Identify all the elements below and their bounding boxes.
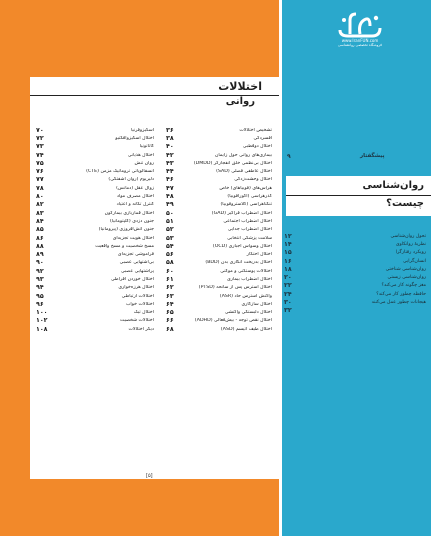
toc-entry: [166, 242, 272, 250]
toc-entry-page: ۶۰: [166, 267, 174, 275]
toc-entry-title: واکنش استرس حاد (ASR): [219, 293, 272, 299]
toc-entry: [36, 300, 154, 308]
section-toc: [284, 232, 426, 315]
toc-entry-page: ۸۶: [36, 234, 44, 242]
toc-entry-page: ۱۲: [284, 232, 292, 240]
toc-entry-title: تنگناهراسی (کلاستروفوبیا): [220, 202, 272, 208]
toc-entry-page: ۵۶: [166, 251, 174, 259]
toc-entry-page: ۸۹: [36, 251, 44, 259]
publisher-logo: [325, 10, 395, 56]
toc-entry-title: دلیریوم (روان آشفتگی): [108, 177, 154, 183]
toc-entry-title: اختلالات ارتباطی: [121, 293, 154, 299]
toc-entry-page: ۷۶: [36, 168, 44, 176]
toc-entry-title: اختلال طیف اتیسم (ASD): [220, 326, 272, 332]
toc-entry-page: ۷۵: [36, 159, 44, 167]
logo-url: www.IranFUN.com: [341, 38, 379, 43]
toc-entry-title: سلامت پزشکی انتخابی: [227, 235, 272, 241]
toc-entry-page: ۶۳: [166, 292, 174, 300]
toc-entry-page: ۳۸: [166, 134, 174, 142]
toc-entry-title: اختلال اضطراب بیماری: [226, 276, 272, 282]
toc-entry-title: هیجانات چطور عمل می‌کنند: [371, 300, 426, 306]
toc-entry: [36, 275, 154, 283]
toc-entry: [36, 184, 154, 192]
toc-entry: [166, 250, 272, 258]
toc-entry: [36, 325, 154, 333]
toc-entry-page: ۸۴: [36, 217, 44, 225]
toc-entry: [166, 226, 272, 234]
toc-entry-page: ۶۵: [166, 309, 174, 317]
toc-entry: [284, 265, 426, 273]
toc-entry-page: ۵۱: [166, 217, 174, 225]
toc-entry-page: ۹۰: [36, 259, 44, 267]
toc-entry-title: اختلال وحشت‌زدگی: [234, 177, 272, 183]
toc-entry-title: جنون آتش‌افروزی (پیرومانیا): [98, 227, 154, 233]
toc-entry-page: ۴۷: [166, 184, 174, 192]
toc-entry: [166, 176, 272, 184]
toc-entry-title: اختلال مصرف مواد: [116, 194, 154, 200]
toc-entry-page: ۶۱: [166, 275, 174, 283]
toc-entry-title: اختلالات خواب: [125, 301, 154, 307]
toc-entry-title: روان‌شناسی زیستی: [387, 275, 426, 281]
toc-entry-title: اسکیزوفرنیا: [130, 127, 154, 133]
toc-entry-title: اختلال احتکار: [246, 252, 272, 258]
toc-entry-page: ۶۶: [166, 317, 174, 325]
toc-entry: [166, 201, 272, 209]
toc-entry: [284, 249, 426, 257]
toc-entry-title: اختلال سازگاری: [241, 301, 272, 307]
toc-entry: [36, 292, 154, 300]
toc-left-column: [36, 126, 154, 333]
toc-entry: [284, 273, 426, 281]
toc-entry: [36, 167, 154, 175]
toc-entry-title: افسردگی: [253, 135, 272, 141]
toc-entry: [166, 309, 272, 317]
toc-entry: [166, 134, 272, 142]
toc-entry: [36, 284, 154, 292]
toc-entry-page: ۴۲: [166, 151, 174, 159]
toc-entry-title: اختلال اضطراب جدایی: [227, 227, 272, 233]
toc-entry-title: تحول روان‌شناسی: [390, 233, 426, 239]
toc-entry-page: ۸۵: [36, 226, 44, 234]
toc-entry: [166, 192, 272, 200]
toc-entry: [36, 250, 154, 258]
section-page-number: ۹: [287, 153, 291, 160]
toc-entry-page: ۴۰: [166, 143, 174, 151]
toc-entry-page: ۳۲: [284, 307, 292, 315]
toc-entry: [36, 134, 154, 142]
toc-entry: [36, 192, 154, 200]
toc-entry: [36, 209, 154, 217]
toc-entry-page: ۵۰: [166, 209, 174, 217]
toc-entry-page: ۴۹: [166, 201, 174, 209]
toc-entry-title: اختلال دوقطبی: [242, 144, 272, 150]
toc-entry-page: ۶۸: [166, 325, 174, 333]
toc-entry: [166, 159, 272, 167]
toc-entry-title: اختلال نقص توجه - بیش‌فعالی (ADHD): [194, 318, 272, 324]
toc-entry-title: بیماری‌های روانی حول زایمان: [214, 152, 272, 158]
toc-entry-page: ۷۷: [36, 176, 44, 184]
toc-entry-title: اختلال بی‌نظمی خلق انفجارگر (DMDD): [193, 160, 272, 166]
toc-entry: [166, 300, 272, 308]
toc-entry-page: ۵۳: [166, 234, 174, 242]
toc-entry-title: تشخیص اختلالات: [239, 127, 272, 133]
toc-entry-title: اختلال خوردن افراطی: [111, 276, 154, 282]
toc-entry-title: انسان‌گرایی: [403, 258, 426, 264]
toc-entry-page: ۱۴: [284, 240, 292, 248]
toc-entry-page: ۷۲: [36, 134, 44, 142]
section-subtitle: چیست؟: [386, 198, 424, 209]
toc-entry-page: ۱۶: [284, 257, 292, 265]
toc-entry-title: اختلال استرس پس از سانحه (PTSD): [198, 285, 272, 291]
toc-entry: [166, 259, 272, 267]
toc-entry-page: ۷۸: [36, 184, 44, 192]
toc-entry-page: ۹۴: [36, 284, 44, 292]
toc-entry-title: مسخ شخصیت و مسخ واقعیت: [95, 243, 154, 249]
page-number: [۵]: [146, 473, 153, 479]
toc-entry: [36, 217, 154, 225]
toc-entry: [36, 242, 154, 250]
toc-entry: [166, 209, 272, 217]
toc-entry-page: ۹۲: [36, 267, 44, 275]
toc-entry-page: ۴۴: [166, 168, 174, 176]
toc-entry-page: ۷۳: [36, 143, 44, 151]
toc-entry-title: کنترل تکانه و اعتیاد: [116, 202, 154, 208]
toc-entry-page: ۴۸: [166, 193, 174, 201]
toc-entry: [166, 292, 272, 300]
toc-entry-page: ۸۰: [36, 193, 44, 201]
toc-entry-title: اختلال اسکیزوافکتیو: [115, 135, 154, 141]
toc-entry-title: بی‌اشتهایی عصبی: [119, 260, 154, 266]
toc-entry-title: انسفالوپاتی تروماتیک مزمن (CTE): [86, 169, 154, 175]
toc-entry: [166, 151, 272, 159]
toc-entry-page: ۴۳: [166, 159, 174, 167]
toc-entry-page: ۹۳: [36, 275, 44, 283]
toc-entry-title: اختلالات پوستکنی و موکنی: [220, 268, 272, 274]
toc-entry-page: ۵۴: [166, 242, 174, 250]
toc-entry: [36, 309, 154, 317]
toc-entry-title: اختلال قماربازی بیمارگون: [104, 210, 154, 216]
toc-entry: [284, 307, 426, 315]
toc-entry-title: حافظه چطور کار می‌کند؟: [376, 291, 426, 297]
toc-entry-title: جنون دزدی (کلپتومانیا): [109, 218, 154, 224]
toc-entry-title: اختلالات شخصیت: [119, 318, 154, 324]
toc-entry-page: ۳۰: [284, 299, 292, 307]
toc-entry: [36, 259, 154, 267]
toc-entry-page: ۹۵: [36, 292, 44, 300]
toc-entry-title: روان تنش: [134, 160, 154, 166]
toc-entry: [36, 126, 154, 134]
card-subtitle: روانی: [225, 96, 255, 107]
toc-entry-page: ۸۳: [36, 209, 44, 217]
toc-entry: [36, 176, 154, 184]
toc-entry-page: ۸۸: [36, 242, 44, 250]
toc-entry-title: اختلال دلبستگی واکنشی: [224, 310, 272, 316]
toc-entry: [166, 275, 272, 283]
logo-caption: فروشگاه تخصصی روانشناسی: [338, 43, 382, 47]
toc-entry-title: اختلال اضطراب فراگیر (GAD): [211, 210, 272, 216]
toc-entry-title: زوال عقل (دمانس): [116, 185, 154, 191]
toc-entry-title: اختلال بدریخت انگاری بدن (BDD): [205, 260, 272, 266]
toc-entry: [284, 290, 426, 298]
toc-entry-page: ۹۶: [36, 300, 44, 308]
toc-entry: [166, 126, 272, 134]
toc-entry: [36, 234, 154, 242]
toc-entry-page: ۱۸: [284, 265, 292, 273]
toc-entry-title: روان‌شناسی شناختی: [385, 266, 426, 272]
toc-entry-page: ۲۲: [284, 282, 292, 290]
toc-entry-title: پراشتهایی عصبی: [120, 268, 154, 274]
toc-entry: [284, 240, 426, 248]
toc-entry-title: اختلال هرزه‌خواری: [118, 285, 154, 291]
toc-entry: [36, 201, 154, 209]
toc-entry-title: نظریهٔ روانکاوی: [395, 241, 426, 247]
toc-entry-title: کاتاتونیا: [139, 144, 154, 150]
toc-entry-title: فراموشی تجزیه‌ای: [117, 252, 154, 258]
toc-entry: [166, 267, 272, 275]
toc-entry-title: اختلال وسواس اجباری (OCD): [212, 243, 272, 249]
toc-entry-page: ۱۰۸: [36, 325, 48, 333]
toc-entry-title: مغز چگونه کار می‌کند؟: [381, 283, 426, 289]
section-label: پیشگفتار: [360, 153, 385, 159]
toc-card: [30, 77, 279, 479]
toc-entry: [36, 317, 154, 325]
toc-entry-page: ۳۶: [166, 126, 174, 134]
toc-entry-title: گذرهراسی (آگورافوبیا): [227, 194, 272, 200]
toc-entry: [166, 143, 272, 151]
toc-entry-page: ۱۰۰: [36, 309, 48, 317]
toc-entry: [284, 232, 426, 240]
toc-entry: [166, 325, 272, 333]
logo-mark-icon: [336, 10, 384, 38]
toc-entry: [166, 284, 272, 292]
toc-entry: [36, 151, 154, 159]
toc-entry: [166, 234, 272, 242]
toc-entry-page: ۱۰۲: [36, 317, 48, 325]
toc-entry-title: رویکرد رفتارگرا: [395, 250, 426, 256]
toc-entry-page: ۷۰: [36, 126, 44, 134]
toc-entry: [166, 167, 272, 175]
toc-entry: [36, 267, 154, 275]
section-title-box: [286, 176, 431, 216]
toc-entry-title: اختلال هذیانی: [127, 152, 154, 158]
card-title: اختلالات: [218, 80, 262, 93]
section-title: روان‌شناسی: [362, 180, 424, 191]
toc-entry-page: ۵۸: [166, 259, 174, 267]
toc-entry-title: اختلال عاطفی فصلی (SAD): [216, 169, 272, 175]
toc-entry-page: ۲۰: [284, 274, 292, 282]
toc-entry: [284, 257, 426, 265]
toc-entry-page: ۶۲: [166, 284, 174, 292]
toc-entry-title: اختلال تیک: [133, 310, 154, 316]
toc-entry: [284, 298, 426, 306]
toc-entry: [284, 282, 426, 290]
toc-entry: [36, 226, 154, 234]
toc-entry-page: ۲۴: [284, 290, 292, 298]
section-title-rule: [286, 195, 431, 196]
toc-entry: [166, 184, 272, 192]
toc-entry-title: دیگر اختلالات: [128, 326, 154, 332]
toc-entry-page: ۷۴: [36, 151, 44, 159]
toc-entry-page: ۶۴: [166, 300, 174, 308]
toc-right-column: [166, 126, 272, 333]
toc-entry: [36, 159, 154, 167]
toc-entry-title: اختلال هویت تجزیه‌ای: [112, 235, 154, 241]
toc-entry: [166, 317, 272, 325]
toc-entry: [166, 217, 272, 225]
toc-entry-page: ۴۶: [166, 176, 174, 184]
toc-entry-title: هراس‌های (فوبیاهای) خاص: [219, 185, 272, 191]
toc-entry-page: ۸۲: [36, 201, 44, 209]
toc-entry-page: ۵۲: [166, 226, 174, 234]
toc-entry-title: اختلال اضطراب اجتماعی: [223, 218, 272, 224]
toc-entry: [36, 143, 154, 151]
toc-entry-page: ۱۵: [284, 249, 292, 257]
